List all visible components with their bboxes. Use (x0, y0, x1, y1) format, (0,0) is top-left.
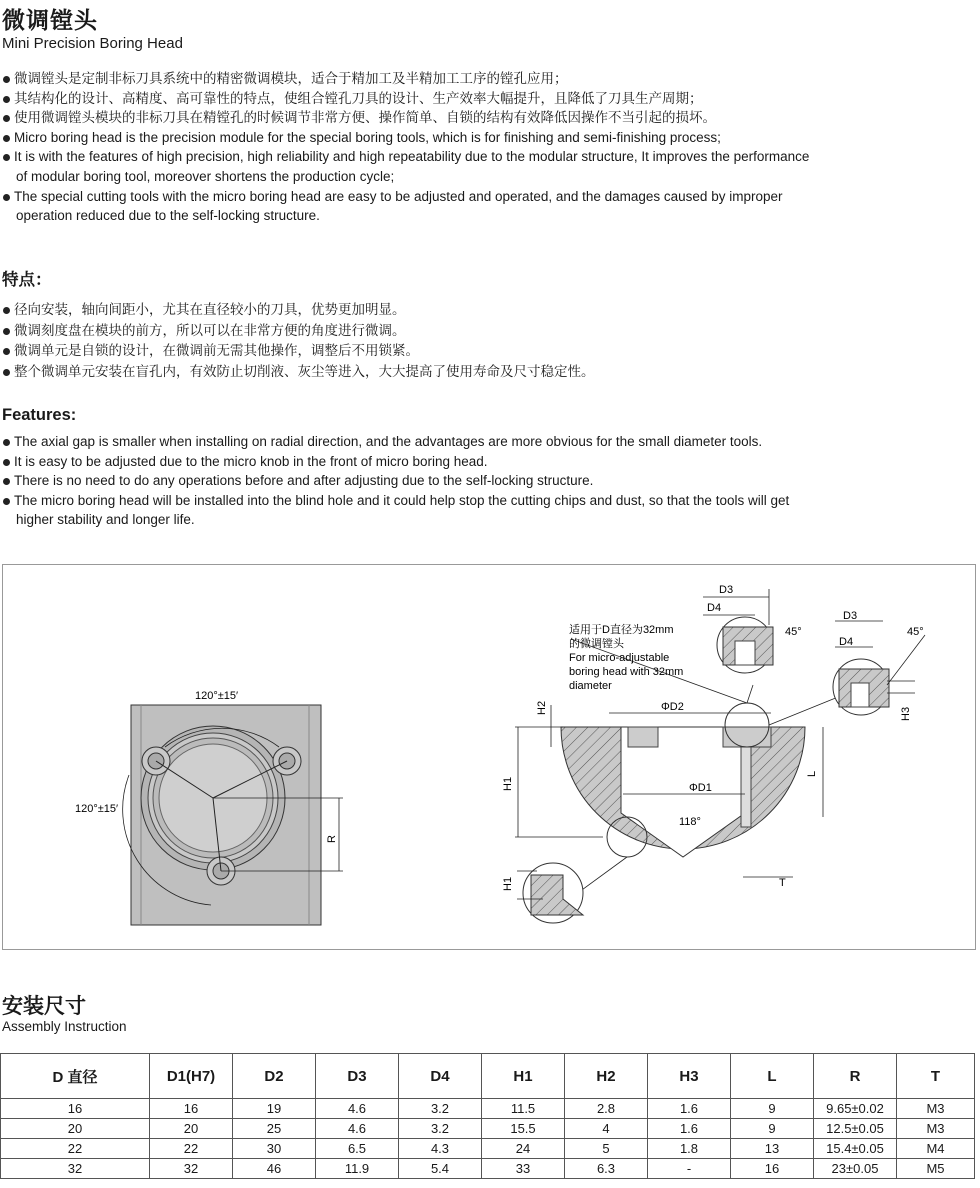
features-en-heading: Features: (2, 406, 77, 424)
r-label: R (326, 835, 338, 843)
table-cell: 23±0.05 (814, 1159, 897, 1179)
table-cell: 1.6 (648, 1119, 731, 1139)
angle-118-label: 118° (679, 816, 701, 828)
list-item: 整个微调单元安装在盲孔内，有效防止切削液、灰尘等进入，大大提高了使用寿命及尺寸稳定性。 (2, 362, 595, 383)
table-cell: 4.6 (316, 1099, 399, 1119)
note-cn1: 适用于D直径为32mm (569, 624, 674, 636)
column-header: T (897, 1054, 975, 1099)
d4-label-b: D4 (839, 636, 854, 648)
table-cell: M4 (897, 1139, 975, 1159)
intro-list (2, 69, 809, 226)
table-cell: 5 (565, 1139, 648, 1159)
d4-label-a: D4 (707, 602, 722, 614)
table-cell: 4 (565, 1119, 648, 1139)
table-cell: M5 (897, 1159, 975, 1179)
detail-h1 (502, 863, 583, 923)
table-cell: 15.4±0.05 (814, 1139, 897, 1159)
t-label: T (779, 877, 786, 889)
table-cell: 32 (150, 1159, 233, 1179)
table-row (1, 1159, 975, 1179)
column-header: R (814, 1054, 897, 1099)
table-cell: 33 (482, 1159, 565, 1179)
list-item: There is no need to do any operations before and after adjusting due to the self-locking structure. (2, 471, 789, 491)
a45-label-a: 45° (785, 626, 802, 638)
list-item: 其结构化的设计、高精度、高可靠性的特点，使组合镗孔刀具的设计、生产效率大幅提升，且降低了刀具生产周期； (2, 89, 809, 109)
angle-top-label: 120°±15′ (195, 690, 239, 702)
note-en1: For micro-adjustable (569, 652, 670, 664)
l-label: L (806, 770, 818, 777)
list-item: It is with the features of high precision, high reliability and high repeatability due to the modular structure, It improves the performance of modular boring tool, moreover shortens the production cycle; (2, 147, 809, 186)
column-header: H3 (648, 1054, 731, 1099)
detail-d3-d4-a (703, 584, 802, 673)
page-title-cn: 微调镗头 (2, 8, 98, 34)
table-cell: 13 (731, 1139, 814, 1159)
column-header: H2 (565, 1054, 648, 1099)
h1-label: H1 (502, 776, 514, 791)
list-item: Micro boring head is the precision module for the special boring tools, which is for finishing and semi-finishing process; (2, 128, 809, 148)
h2-label: H2 (536, 700, 548, 715)
list-item: It is easy to be adjusted due to the micro knob in the front of micro boring head. (2, 452, 789, 472)
svg-text:H1: H1 (502, 876, 514, 891)
features-cn-list (2, 300, 595, 382)
column-header: D1(H7) (150, 1054, 233, 1099)
table-body (1, 1099, 975, 1179)
detail-d3-d4-b (833, 610, 925, 721)
assembly-title-cn: 安装尺寸 (2, 994, 86, 1018)
table-cell: 6.5 (316, 1139, 399, 1159)
note-en2: boring head with 32mm (569, 666, 684, 678)
table-cell: 3.2 (399, 1099, 482, 1119)
table-cell: 46 (233, 1159, 316, 1179)
table-cell: 9 (731, 1119, 814, 1139)
table-cell: - (648, 1159, 731, 1179)
table-cell: 32 (1, 1159, 150, 1179)
column-header: H1 (482, 1054, 565, 1099)
note-cn2: 的微调镗头 (569, 638, 624, 650)
section-view (502, 622, 843, 895)
table-cell: 22 (1, 1139, 150, 1159)
angle-left-label: 120°±15′ (75, 803, 119, 815)
d2-label: ΦD2 (661, 701, 684, 713)
table-cell: 9.65±0.02 (814, 1099, 897, 1119)
table-cell: 20 (1, 1119, 150, 1139)
column-header: L (731, 1054, 814, 1099)
table-cell: 4.6 (316, 1119, 399, 1139)
table-cell: 5.4 (399, 1159, 482, 1179)
table-cell: 2.8 (565, 1099, 648, 1119)
assembly-table (0, 1053, 975, 1179)
table-header-row (1, 1054, 975, 1099)
column-header: D2 (233, 1054, 316, 1099)
table-cell: 9 (731, 1099, 814, 1119)
note-en3: diameter (569, 680, 612, 692)
table-cell: 16 (150, 1099, 233, 1119)
h3-label: H3 (900, 706, 912, 721)
d3-label-a: D3 (719, 584, 734, 596)
table-cell: 24 (482, 1139, 565, 1159)
column-header: D 直径 (1, 1054, 150, 1099)
table-row (1, 1139, 975, 1159)
features-cn-heading: 特点： (2, 271, 52, 289)
table-cell: 16 (1, 1099, 150, 1119)
list-item: 微调单元是自锁的设计，在微调前无需其他操作，调整后不用锁紧。 (2, 341, 595, 362)
table-row (1, 1119, 975, 1139)
table-cell: 30 (233, 1139, 316, 1159)
table-cell: 22 (150, 1139, 233, 1159)
technical-drawing-frame (2, 564, 976, 950)
table-cell: 15.5 (482, 1119, 565, 1139)
table-cell: 4.3 (399, 1139, 482, 1159)
table-cell: 16 (731, 1159, 814, 1179)
front-view (75, 690, 343, 925)
list-item: 微调镗头是定制非标刀具系统中的精密微调模块，适合于精加工及半精加工工序的镗孔应用； (2, 69, 809, 89)
table-cell: 19 (233, 1099, 316, 1119)
table-cell: M3 (897, 1119, 975, 1139)
column-header: D4 (399, 1054, 482, 1099)
list-item: 径向安装，轴向间距小，尤其在直径较小的刀具，优势更加明显。 (2, 300, 595, 321)
table-cell: 1.6 (648, 1099, 731, 1119)
features-en-list (2, 432, 789, 530)
list-item: The axial gap is smaller when installing on radial direction, and the advantages are more obvious for the small diameter tools. (2, 432, 789, 452)
page-title-en: Mini Precision Boring Head (2, 35, 183, 52)
table-cell: 25 (233, 1119, 316, 1139)
list-item: 使用微调镗头模块的非标刀具在精镗孔的时候调节非常方便、操作简单、自锁的结构有效降低因操作不当引起的损坏。 (2, 108, 809, 128)
list-item: The micro boring head will be installed into the blind hole and it could help stop the cutting chips and dust, so that the tools will get higher stability and longer life. (2, 491, 789, 530)
list-item: The special cutting tools with the micro boring head are easy to be adjusted and operated, and the damages caused by improper operation reduced due to the self-locking structure. (2, 187, 809, 226)
table-cell: M3 (897, 1099, 975, 1119)
table-cell: 11.9 (316, 1159, 399, 1179)
column-header: D3 (316, 1054, 399, 1099)
table-cell: 6.3 (565, 1159, 648, 1179)
table-row (1, 1099, 975, 1119)
technical-drawing (3, 565, 975, 949)
d3-label-b: D3 (843, 610, 858, 622)
table-cell: 11.5 (482, 1099, 565, 1119)
d1-label: ΦD1 (689, 782, 712, 794)
a45-label-b: 45° (907, 626, 924, 638)
table-cell: 1.8 (648, 1139, 731, 1159)
table-cell: 12.5±0.05 (814, 1119, 897, 1139)
list-item: 微调刻度盘在模块的前方，所以可以在非常方便的角度进行微调。 (2, 321, 595, 342)
assembly-title-en: Assembly Instruction (2, 1019, 127, 1034)
table-cell: 20 (150, 1119, 233, 1139)
table-cell: 3.2 (399, 1119, 482, 1139)
